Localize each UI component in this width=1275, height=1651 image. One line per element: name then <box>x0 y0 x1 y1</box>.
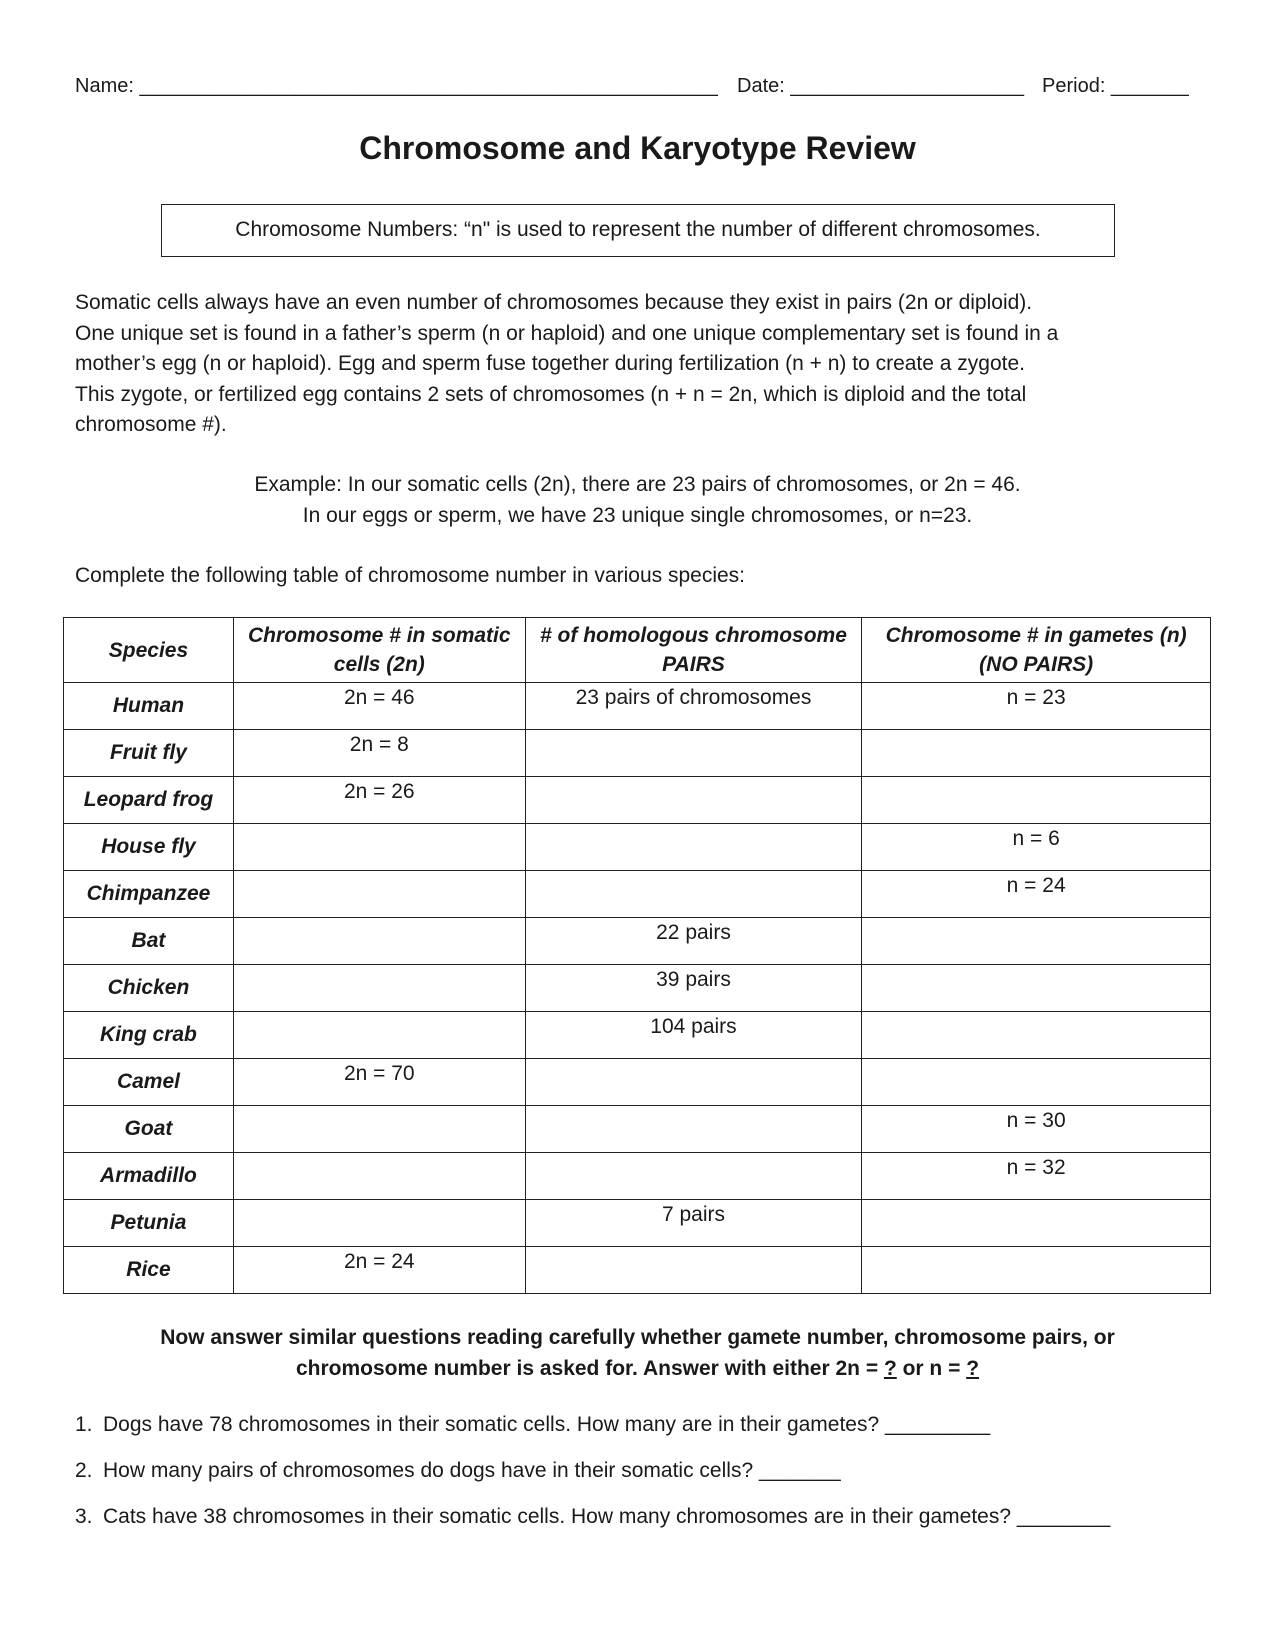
table-row <box>64 965 1211 1012</box>
pairs-cell[interactable]: 104 pairs <box>525 1012 862 1059</box>
date-field[interactable]: Date: _____________________ <box>737 75 1024 97</box>
species-cell: Leopard frog <box>64 777 234 824</box>
gametes-cell[interactable] <box>862 918 1211 965</box>
pairs-cell[interactable] <box>525 1106 862 1153</box>
somatic-cell[interactable]: 2n = 26 <box>233 777 525 824</box>
somatic-cell[interactable]: 2n = 24 <box>233 1247 525 1294</box>
gametes-cell[interactable] <box>862 1059 1211 1106</box>
somatic-cell[interactable] <box>233 1012 525 1059</box>
chromosome-numbers-box: Chromosome Numbers: “n" is used to represent the number of different chromosomes. <box>161 204 1115 257</box>
somatic-cell[interactable] <box>233 824 525 871</box>
somatic-cell[interactable] <box>233 1153 525 1200</box>
period-field[interactable]: Period: _______ <box>1042 75 1189 97</box>
question-text: How many pairs of chromosomes do dogs have in their somatic cells? _______ <box>103 1459 841 1482</box>
answer-instructions-line: Now answer similar questions reading carefully whether gamete number, chromosome pairs, or <box>160 1326 1115 1349</box>
example-line: In our eggs or sperm, we have 23 unique single chromosomes, or n=23. <box>302 503 973 527</box>
question-number: 1. <box>75 1413 93 1436</box>
table-row <box>64 777 1211 824</box>
header-pairs: # of homologous chromosome PAIRS <box>525 618 862 683</box>
pairs-cell[interactable] <box>525 1059 862 1106</box>
pairs-cell[interactable] <box>525 824 862 871</box>
species-cell: Chimpanzee <box>64 871 234 918</box>
somatic-cell[interactable]: 2n = 46 <box>233 683 525 730</box>
pairs-cell[interactable] <box>525 871 862 918</box>
header-somatic: Chromosome # in somatic cells (2n) <box>233 618 525 683</box>
chromosome-table <box>63 617 1211 1294</box>
paragraph-line: chromosome #). <box>75 413 227 436</box>
answer-instructions-line: chromosome number is asked for. Answer with either 2n = ? or n = ? <box>295 1357 980 1380</box>
gametes-cell[interactable]: n = 30 <box>862 1106 1211 1153</box>
species-cell: Goat <box>64 1106 234 1153</box>
question-text: Cats have 38 chromosomes in their somatic cells. How many chromosomes are in their gametes? ________ <box>103 1505 1111 1528</box>
table-row <box>64 871 1211 918</box>
somatic-cell[interactable] <box>233 1106 525 1153</box>
question-number: 2. <box>75 1459 93 1482</box>
species-cell: Petunia <box>64 1200 234 1247</box>
question-text: Dogs have 78 chromosomes in their somatic cells. How many are in their gametes? _________ <box>103 1413 991 1436</box>
name-field[interactable]: Name: ____________________________________________________ <box>75 75 718 97</box>
answer-instructions <box>0 1322 1275 1384</box>
question-list <box>75 1413 1205 1551</box>
somatic-cell[interactable]: 2n = 8 <box>233 730 525 777</box>
gametes-cell[interactable]: n = 23 <box>862 683 1211 730</box>
example-line: Example: In our somatic cells (2n), there are 23 pairs of chromosomes, or 2n = 46. <box>254 473 1021 496</box>
paragraph-line: mother’s egg (n or haploid). Egg and sperm fuse together during fertilization (n + n) to create a zygote. <box>75 352 1026 375</box>
species-cell: Camel <box>64 1059 234 1106</box>
species-cell: Fruit fly <box>64 730 234 777</box>
table-row <box>64 918 1211 965</box>
intro-paragraph <box>75 288 1215 441</box>
table-row <box>64 1200 1211 1247</box>
pairs-cell[interactable] <box>525 777 862 824</box>
table-row <box>64 1012 1211 1059</box>
question-number: 3. <box>75 1505 93 1528</box>
table-row <box>64 824 1211 871</box>
somatic-cell[interactable]: 2n = 70 <box>233 1059 525 1106</box>
question-item[interactable] <box>75 1505 1205 1551</box>
pairs-cell[interactable]: 39 pairs <box>525 965 862 1012</box>
somatic-cell[interactable] <box>233 1200 525 1247</box>
species-cell: Human <box>64 683 234 730</box>
table-row <box>64 730 1211 777</box>
table-row <box>64 1247 1211 1294</box>
paragraph-line: Somatic cells always have an even number of chromosomes because they exist in pairs (2n or diploid). <box>75 291 1033 314</box>
species-cell: King crab <box>64 1012 234 1059</box>
question-item[interactable] <box>75 1413 1205 1459</box>
pairs-cell[interactable]: 22 pairs <box>525 918 862 965</box>
header-species: Species <box>64 618 234 683</box>
pairs-cell[interactable]: 7 pairs <box>525 1200 862 1247</box>
pairs-cell[interactable]: 23 pairs of chromosomes <box>525 683 862 730</box>
gametes-cell[interactable]: n = 6 <box>862 824 1211 871</box>
example-text <box>0 470 1275 531</box>
table-header-row <box>64 618 1211 683</box>
species-cell: Bat <box>64 918 234 965</box>
table-row <box>64 683 1211 730</box>
table-row <box>64 1059 1211 1106</box>
paragraph-line: One unique set is found in a father’s sperm (n or haploid) and one unique complementary set is found in a <box>75 321 1059 345</box>
gametes-cell[interactable] <box>862 1247 1211 1294</box>
species-cell: Chicken <box>64 965 234 1012</box>
somatic-cell[interactable] <box>233 918 525 965</box>
species-cell: Rice <box>64 1247 234 1294</box>
table-instruction: Complete the following table of chromosome number in various species: <box>75 564 746 587</box>
gametes-cell[interactable] <box>862 1012 1211 1059</box>
gametes-cell[interactable]: n = 24 <box>862 871 1211 918</box>
table-row <box>64 1106 1211 1153</box>
pairs-cell[interactable] <box>525 730 862 777</box>
somatic-cell[interactable] <box>233 871 525 918</box>
question-item[interactable] <box>75 1459 1205 1505</box>
species-cell: Armadillo <box>64 1153 234 1200</box>
gametes-cell[interactable] <box>862 730 1211 777</box>
somatic-cell[interactable] <box>233 965 525 1012</box>
gametes-cell[interactable] <box>862 1200 1211 1247</box>
species-cell: House fly <box>64 824 234 871</box>
pairs-cell[interactable] <box>525 1247 862 1294</box>
header-gametes: Chromosome # in gametes (n) (NO PAIRS) <box>862 618 1211 683</box>
gametes-cell[interactable] <box>862 965 1211 1012</box>
gametes-cell[interactable]: n = 32 <box>862 1153 1211 1200</box>
table-row <box>64 1153 1211 1200</box>
gametes-cell[interactable] <box>862 777 1211 824</box>
page-title: Chromosome and Karyotype Review <box>359 130 916 166</box>
paragraph-line: This zygote, or fertilized egg contains 2 sets of chromosomes (n + n = 2n, which is diploid and the total <box>75 382 1027 406</box>
pairs-cell[interactable] <box>525 1153 862 1200</box>
